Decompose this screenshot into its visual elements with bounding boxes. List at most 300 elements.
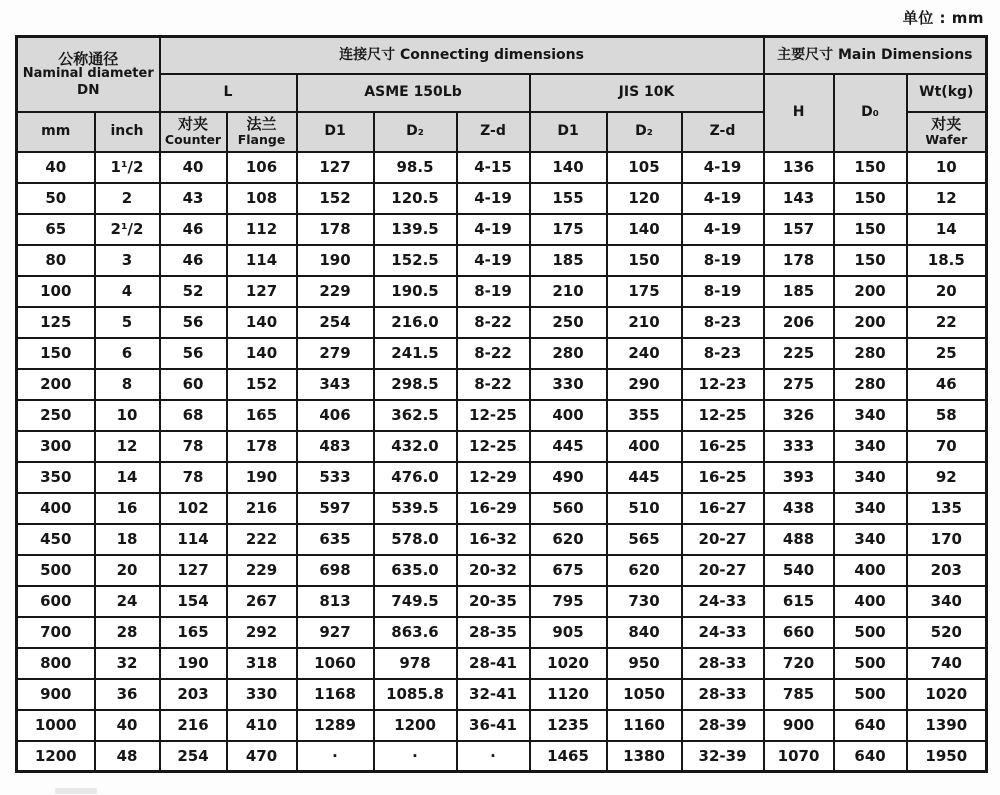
table-cell: 400 [834, 586, 907, 617]
table-cell: 56 [160, 307, 227, 338]
table-cell: 432.0 [374, 431, 457, 462]
table-cell: 12-23 [682, 369, 764, 400]
table-cell: 510 [607, 493, 682, 524]
table-cell: 170 [907, 524, 987, 555]
table-cell: 154 [160, 586, 227, 617]
table-cell: 500 [17, 555, 95, 586]
table-cell: 12-25 [457, 400, 530, 431]
table-cell: 16 [95, 493, 160, 524]
table-cell: 800 [17, 648, 95, 679]
table-cell: 8-19 [457, 276, 530, 307]
header-flange [227, 112, 297, 152]
table-cell: 135 [907, 493, 987, 524]
table-cell: 8-22 [457, 307, 530, 338]
table-cell: 12-25 [457, 431, 530, 462]
table-cell: 98.5 [374, 152, 457, 183]
table-cell: 250 [17, 400, 95, 431]
table-cell: 1070 [764, 741, 834, 772]
table-cell: 58 [907, 400, 987, 431]
table-cell: 28 [95, 617, 160, 648]
table-cell: 1950 [907, 741, 987, 772]
table-cell: 500 [834, 617, 907, 648]
table-cell: 1000 [17, 710, 95, 741]
table-row [17, 369, 987, 400]
table-cell: 470 [227, 741, 297, 772]
header-nominal-diameter [17, 37, 160, 112]
table-cell: 16-25 [682, 431, 764, 462]
table-cell: 740 [907, 648, 987, 679]
table-cell: 68 [160, 400, 227, 431]
table-cell: 400 [530, 400, 607, 431]
table-cell: 8-19 [682, 276, 764, 307]
table-row [17, 152, 987, 183]
table-cell: 18 [95, 524, 160, 555]
header-d0: D₀ [834, 74, 907, 152]
table-cell: 4-19 [682, 214, 764, 245]
table-cell: 136 [764, 152, 834, 183]
table-cell: 978 [374, 648, 457, 679]
table-cell: 12-25 [682, 400, 764, 431]
table-cell: 410 [227, 710, 297, 741]
table-cell: 152.5 [374, 245, 457, 276]
header-jis-zd: Z-d [682, 112, 764, 152]
table-cell: 640 [834, 741, 907, 772]
table-cell: 4-19 [457, 245, 530, 276]
table-cell: 500 [834, 648, 907, 679]
table-cell: 400 [17, 493, 95, 524]
table-cell: 1200 [17, 741, 95, 772]
table-cell: 476.0 [374, 462, 457, 493]
header-jis-d1: D1 [530, 112, 607, 152]
table-cell: 150 [834, 214, 907, 245]
table-cell: 635 [297, 524, 374, 555]
table-cell: 400 [607, 431, 682, 462]
table-cell: 60 [160, 369, 227, 400]
table-cell: 1020 [907, 679, 987, 710]
table-cell: 362.5 [374, 400, 457, 431]
table-cell: 200 [834, 307, 907, 338]
table-cell: 40 [95, 710, 160, 741]
header-inch: inch [95, 112, 160, 152]
table-cell: 1390 [907, 710, 987, 741]
table-cell: 65 [17, 214, 95, 245]
table-cell: 20-27 [682, 524, 764, 555]
table-cell: 600 [17, 586, 95, 617]
table-cell: 178 [297, 214, 374, 245]
table-cell: 127 [160, 555, 227, 586]
table-cell: 4-19 [682, 183, 764, 214]
table-cell: 210 [530, 276, 607, 307]
table-cell: 216 [160, 710, 227, 741]
table-cell: 46 [907, 369, 987, 400]
table-cell: 16-32 [457, 524, 530, 555]
table-cell: 28-35 [457, 617, 530, 648]
table-cell: 333 [764, 431, 834, 462]
table-cell: 22 [907, 307, 987, 338]
table-cell: 240 [607, 338, 682, 369]
header-asme-zd: Z-d [457, 112, 530, 152]
table-cell: 445 [607, 462, 682, 493]
table-cell: 340 [834, 431, 907, 462]
table-cell: 298.5 [374, 369, 457, 400]
table-cell: 578.0 [374, 524, 457, 555]
table-cell: 4-15 [457, 152, 530, 183]
table-cell: 340 [834, 400, 907, 431]
table-cell: 40 [17, 152, 95, 183]
table-cell: 280 [834, 369, 907, 400]
table-row [17, 245, 987, 276]
table-cell: 56 [160, 338, 227, 369]
table-cell: 206 [764, 307, 834, 338]
table-cell: 178 [227, 431, 297, 462]
table-cell: 222 [227, 524, 297, 555]
table-cell: 438 [764, 493, 834, 524]
table-cell: 20 [95, 555, 160, 586]
table-cell: 14 [907, 214, 987, 245]
table-cell: 203 [160, 679, 227, 710]
header-counter-zh: 对夹 [178, 115, 209, 134]
table-cell: 254 [160, 741, 227, 772]
table-cell: 660 [764, 617, 834, 648]
table-cell: 175 [607, 276, 682, 307]
table-cell: 8-23 [682, 307, 764, 338]
header-jis-10k: JIS 10K [530, 74, 764, 112]
table-cell: 70 [907, 431, 987, 462]
table-cell: 900 [17, 679, 95, 710]
table-cell: 12 [95, 431, 160, 462]
table-cell: 355 [607, 400, 682, 431]
table-cell: 749.5 [374, 586, 457, 617]
table-cell: 539.5 [374, 493, 457, 524]
table-cell: 250 [530, 307, 607, 338]
table-cell: 190.5 [374, 276, 457, 307]
table-cell: 200 [17, 369, 95, 400]
table-cell: 36-41 [457, 710, 530, 741]
table-cell: 143 [764, 183, 834, 214]
table-cell: 1120 [530, 679, 607, 710]
table-cell: 78 [160, 431, 227, 462]
table-cell: 50 [17, 183, 95, 214]
table-cell: 152 [297, 183, 374, 214]
table-cell: 675 [530, 555, 607, 586]
table-cell: 318 [227, 648, 297, 679]
table-cell: 267 [227, 586, 297, 617]
table-cell: 225 [764, 338, 834, 369]
table-cell: 1160 [607, 710, 682, 741]
table-cell: 950 [607, 648, 682, 679]
table-cell: 540 [764, 555, 834, 586]
table-cell: 241.5 [374, 338, 457, 369]
table-cell: 280 [834, 338, 907, 369]
table-cell: 1020 [530, 648, 607, 679]
table-cell: 28-41 [457, 648, 530, 679]
table-cell: 340 [907, 586, 987, 617]
table-cell: 80 [17, 245, 95, 276]
table-cell: 4-19 [457, 183, 530, 214]
table-cell: 150 [17, 338, 95, 369]
table-cell: 16-25 [682, 462, 764, 493]
table-cell: 905 [530, 617, 607, 648]
header-flange-en: Flange [237, 131, 286, 147]
table-cell: 28-33 [682, 679, 764, 710]
table-cell: 140 [227, 307, 297, 338]
table-cell: 78 [160, 462, 227, 493]
table-cell: 140 [227, 338, 297, 369]
table-cell: 900 [764, 710, 834, 741]
table-cell: 20-32 [457, 555, 530, 586]
table-cell: 52 [160, 276, 227, 307]
table-row [17, 307, 987, 338]
header-nominal-zh: 公称通径 [58, 49, 119, 68]
header-asme-150lb: ASME 150Lb [297, 74, 530, 112]
table-cell: 114 [227, 245, 297, 276]
table-cell: 185 [530, 245, 607, 276]
table-cell: 565 [607, 524, 682, 555]
table-cell: 139.5 [374, 214, 457, 245]
header-wt: Wt(kg) [907, 74, 987, 112]
table-cell: 1380 [607, 741, 682, 772]
table-cell: 125 [17, 307, 95, 338]
table-cell: 620 [607, 555, 682, 586]
table-cell: 229 [227, 555, 297, 586]
header-asme-d2: D₂ [374, 112, 457, 152]
table-cell: 560 [530, 493, 607, 524]
table-cell: 32 [95, 648, 160, 679]
header-wafer [907, 112, 987, 152]
header-l: L [160, 74, 297, 112]
table-cell: 813 [297, 586, 374, 617]
table-cell: 178 [764, 245, 834, 276]
table-cell: 1289 [297, 710, 374, 741]
header-counter-en: Counter [164, 131, 222, 147]
table-cell: 46 [160, 245, 227, 276]
table-cell: 275 [764, 369, 834, 400]
table-row [17, 617, 987, 648]
table-cell: 18.5 [907, 245, 987, 276]
header-nominal-en: Naminal diameter [22, 66, 154, 82]
table-row [17, 493, 987, 524]
table-cell: 16-27 [682, 493, 764, 524]
table-cell: 340 [834, 524, 907, 555]
table-cell: 927 [297, 617, 374, 648]
table-cell: 24-33 [682, 586, 764, 617]
table-cell: 340 [834, 462, 907, 493]
table-row [17, 679, 987, 710]
header-counter [160, 112, 227, 152]
table-cell: 10 [907, 152, 987, 183]
table-cell: 28-39 [682, 710, 764, 741]
table-cell: 1200 [374, 710, 457, 741]
table-cell: 8-23 [682, 338, 764, 369]
table-cell: 795 [530, 586, 607, 617]
table-cell: 4-19 [457, 214, 530, 245]
table-cell: 640 [834, 710, 907, 741]
table-cell: 292 [227, 617, 297, 648]
table-cell: 279 [297, 338, 374, 369]
table-cell: 216.0 [374, 307, 457, 338]
table-cell: 700 [17, 617, 95, 648]
table-cell: 520 [907, 617, 987, 648]
header-mm: mm [17, 112, 95, 152]
table-cell: 140 [530, 152, 607, 183]
table-cell: 190 [297, 245, 374, 276]
table-cell: 16-29 [457, 493, 530, 524]
table-cell: 615 [764, 586, 834, 617]
table-cell: 254 [297, 307, 374, 338]
table-cell: 12 [907, 183, 987, 214]
table-cell: 155 [530, 183, 607, 214]
table-row [17, 276, 987, 307]
table-cell: 3 [95, 245, 160, 276]
table-cell: 157 [764, 214, 834, 245]
table-cell: 2¹/2 [95, 214, 160, 245]
table-cell: 5 [95, 307, 160, 338]
table-cell: 533 [297, 462, 374, 493]
table-cell: 1060 [297, 648, 374, 679]
table-cell: 120.5 [374, 183, 457, 214]
table-cell: 24 [95, 586, 160, 617]
table-cell: 343 [297, 369, 374, 400]
table-row [17, 710, 987, 741]
header-flange-zh: 法兰 [246, 115, 277, 134]
table-cell: 280 [530, 338, 607, 369]
table-cell: 105 [607, 152, 682, 183]
table-cell: 500 [834, 679, 907, 710]
table-cell: 6 [95, 338, 160, 369]
table-cell: 150 [834, 183, 907, 214]
table-cell: 229 [297, 276, 374, 307]
table-cell: 450 [17, 524, 95, 555]
table-cell: 20-27 [682, 555, 764, 586]
table-cell: 863.6 [374, 617, 457, 648]
table-row [17, 183, 987, 214]
table-cell: 698 [297, 555, 374, 586]
table-cell: 290 [607, 369, 682, 400]
table-cell: 165 [160, 617, 227, 648]
header-jis-d2: D₂ [607, 112, 682, 152]
table-cell: 216 [227, 493, 297, 524]
table-cell: 1085.8 [374, 679, 457, 710]
table-cell: 190 [160, 648, 227, 679]
table-cell: 114 [160, 524, 227, 555]
table-cell: · [297, 741, 374, 772]
table-cell: 300 [17, 431, 95, 462]
table-cell: 20-35 [457, 586, 530, 617]
table-row [17, 741, 987, 772]
table-cell: 8 [95, 369, 160, 400]
table-cell: 8-22 [457, 369, 530, 400]
table-cell: 340 [834, 493, 907, 524]
table-cell: 1¹/2 [95, 152, 160, 183]
table-cell: 2 [95, 183, 160, 214]
table-cell: 635.0 [374, 555, 457, 586]
table-body [17, 152, 987, 772]
table-cell: 32-39 [682, 741, 764, 772]
table-row [17, 648, 987, 679]
table-cell: 120 [607, 183, 682, 214]
table-cell: 8-19 [682, 245, 764, 276]
table-cell: 106 [227, 152, 297, 183]
table-cell: 100 [17, 276, 95, 307]
table-cell: 32-41 [457, 679, 530, 710]
table-cell: 400 [834, 555, 907, 586]
table-cell: 25 [907, 338, 987, 369]
watermark-fragment [55, 788, 97, 794]
table-cell: 48 [95, 741, 160, 772]
table-cell: 28-33 [682, 648, 764, 679]
table-cell: · [374, 741, 457, 772]
table-cell: 185 [764, 276, 834, 307]
table-row [17, 555, 987, 586]
table-cell: 1168 [297, 679, 374, 710]
table-cell: 43 [160, 183, 227, 214]
table-cell: 8-22 [457, 338, 530, 369]
table-cell: 483 [297, 431, 374, 462]
table-cell: 24-33 [682, 617, 764, 648]
table-cell: 10 [95, 400, 160, 431]
table-cell: 4-19 [682, 152, 764, 183]
table-cell: 203 [907, 555, 987, 586]
header-wafer-zh: 对夹 [931, 115, 962, 134]
table-cell: · [457, 741, 530, 772]
table-cell: 150 [607, 245, 682, 276]
table-row [17, 214, 987, 245]
table-cell: 102 [160, 493, 227, 524]
table-cell: 210 [607, 307, 682, 338]
table-cell: 1050 [607, 679, 682, 710]
table-row [17, 431, 987, 462]
table-cell: 46 [160, 214, 227, 245]
table-cell: 4 [95, 276, 160, 307]
header-asme-d1: D1 [297, 112, 374, 152]
table-cell: 150 [834, 245, 907, 276]
table-cell: 1465 [530, 741, 607, 772]
table-row [17, 524, 987, 555]
table-cell: 488 [764, 524, 834, 555]
table-cell: 165 [227, 400, 297, 431]
unit-label: 单位 : mm [902, 9, 984, 27]
table-cell: 108 [227, 183, 297, 214]
header-wafer-en: Wafer [925, 131, 968, 147]
header-main-dimensions: 主要尺寸 Main Dimensions [764, 37, 987, 74]
table-cell: 1235 [530, 710, 607, 741]
table-cell: 730 [607, 586, 682, 617]
table-cell: 190 [227, 462, 297, 493]
table-cell: 840 [607, 617, 682, 648]
dimension-table [15, 35, 988, 773]
table-cell: 40 [160, 152, 227, 183]
table-cell: 12-29 [457, 462, 530, 493]
table-cell: 350 [17, 462, 95, 493]
table-cell: 406 [297, 400, 374, 431]
table-cell: 152 [227, 369, 297, 400]
table-cell: 326 [764, 400, 834, 431]
table-cell: 36 [95, 679, 160, 710]
table-cell: 330 [530, 369, 607, 400]
table-cell: 597 [297, 493, 374, 524]
table-cell: 175 [530, 214, 607, 245]
table-cell: 20 [907, 276, 987, 307]
table-cell: 112 [227, 214, 297, 245]
table-cell: 150 [834, 152, 907, 183]
table-row [17, 462, 987, 493]
table-cell: 140 [607, 214, 682, 245]
table-row [17, 338, 987, 369]
table-cell: 445 [530, 431, 607, 462]
table-row [17, 400, 987, 431]
table-cell: 200 [834, 276, 907, 307]
table-cell: 330 [227, 679, 297, 710]
